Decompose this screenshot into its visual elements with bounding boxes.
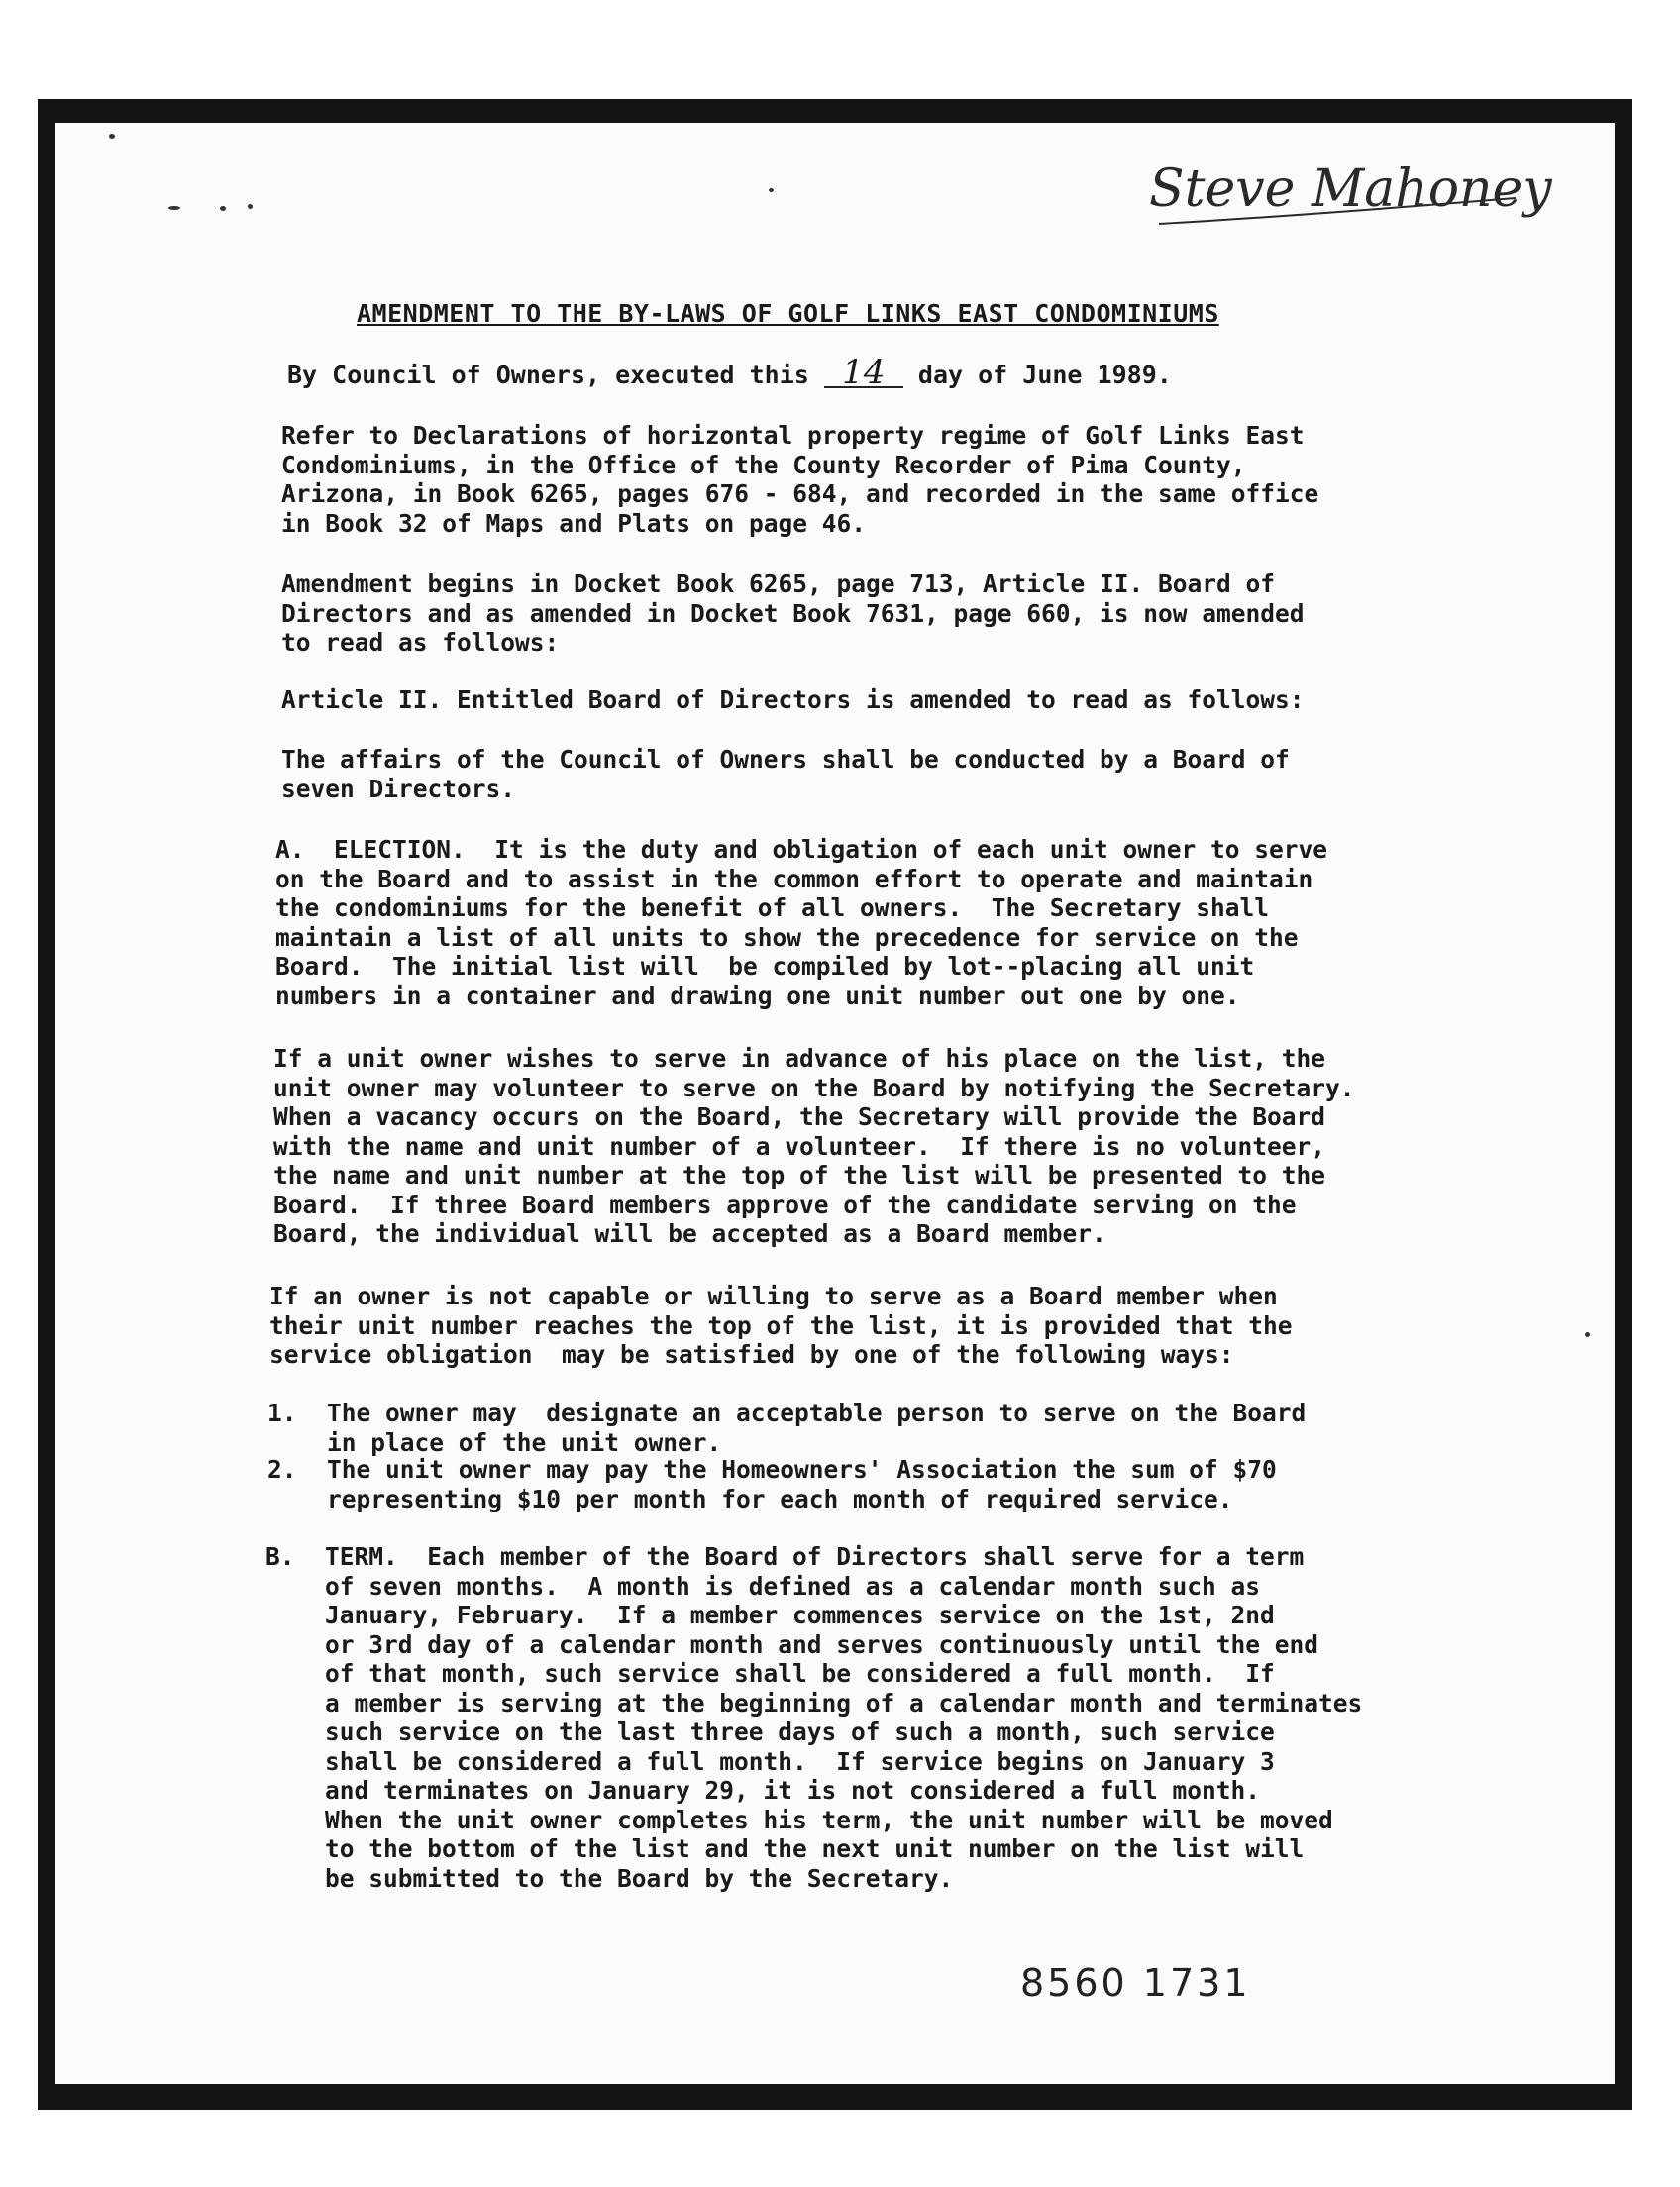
term-section-text: TERM. Each member of the Board of Directors shall serve for a term of seven months. A month is defined as a calendar month such as January, February. If a member commences service on the 1st, 2nd or 3rd day of a calendar month and serves continuously until the end of that month, such service shall be considered a full month. If a member is serving at the beginning of a calendar month and terminates such service on the last three days of such a month, such service shall be considered a full month. If service begins on January 3 and terminates on January 29, it is not considered a full month. When the unit owner completes his term, the unit number will be moved to the bottom of the list and the next unit number on the list will be submitted to the Board by the Secretary. xyxy=(325,1542,1363,1893)
list-item-text: The unit owner may pay the Homeowners' Association the sum of $70 representing $10 per month for each month of required service. xyxy=(327,1455,1277,1513)
paragraph-article-heading: Article II. Entitled Board of Directors is amended to read as follows: xyxy=(281,685,1305,714)
list-item-number: 2. xyxy=(267,1455,297,1484)
term-section-letter: B. xyxy=(265,1542,295,1571)
list-item-text: The owner may designate an acceptable person to serve on the Board in place of the unit owner. xyxy=(327,1399,1307,1457)
document-title: AMENDMENT TO THE BY-LAWS OF GOLF LINKS EAST CONDOMINIUMS xyxy=(357,299,1219,328)
paragraph-election: A. ELECTION. It is the duty and obligation of each unit owner to serve on the Board and to assist in the common effort to operate and maintain the condominiums for the benefit of all owners. The Secretary shall maintain a list of all units to show the precedence for service on the Board. The initial list will be compiled by lot--placing all unit numbers in a container and drawing one unit number out one by one. xyxy=(275,835,1328,1010)
scan-speck xyxy=(109,134,115,139)
paragraph-affairs: The affairs of the Council of Owners shall be conducted by a Board of seven Directors. xyxy=(281,745,1290,803)
handwritten-day: 14 xyxy=(824,359,903,388)
list-item-number: 1. xyxy=(267,1399,297,1427)
executed-prefix: By Council of Owners, executed this xyxy=(287,361,809,389)
scan-speck xyxy=(1585,1332,1590,1337)
scan-speck xyxy=(769,188,774,192)
paragraph-declarations: Refer to Declarations of horizontal property regime of Golf Links East Condominiums, in the Office of the County Recorder of Pima County, Arizona, in Book 6265, pages 676 - 684, and recorded in the same office in Book 32 of Maps and Plats on page 46. xyxy=(281,421,1319,538)
scan-speck xyxy=(248,204,253,209)
executed-suffix: day of June 1989. xyxy=(917,361,1172,389)
paragraph-service-obligation: If an owner is not capable or willing to serve as a Board member when their unit number reaches the top of the list, it is provided that the service obligation may be satisfied by one of the following ways: xyxy=(269,1282,1293,1369)
paragraph-amendment-reference: Amendment begins in Docket Book 6265, page 713, Article II. Board of Directors and as amended in Docket Book 7631, page 660, is now amended to read as follows: xyxy=(281,570,1305,657)
scan-speck xyxy=(168,206,180,210)
executed-line xyxy=(287,353,1172,392)
scan-speck xyxy=(220,206,226,211)
paragraph-volunteer: If a unit owner wishes to serve in advance of his place on the list, the unit owner may volunteer to serve on the Board by notifying the Secretary. When a vacancy occurs on the Board, the Secretary will provide the Board with the name and unit number of a volunteer. If there is no volunteer, the name and unit number at the top of the list will be presented to the Board. If three Board members approve of the candidate serving on the Board, the individual will be accepted as a Board member. xyxy=(273,1044,1355,1248)
recording-stamp: 8560 1731 xyxy=(1020,1961,1251,2005)
signature-text: Steve Mahoney xyxy=(1149,159,1552,219)
handwritten-signature xyxy=(1139,147,1555,256)
